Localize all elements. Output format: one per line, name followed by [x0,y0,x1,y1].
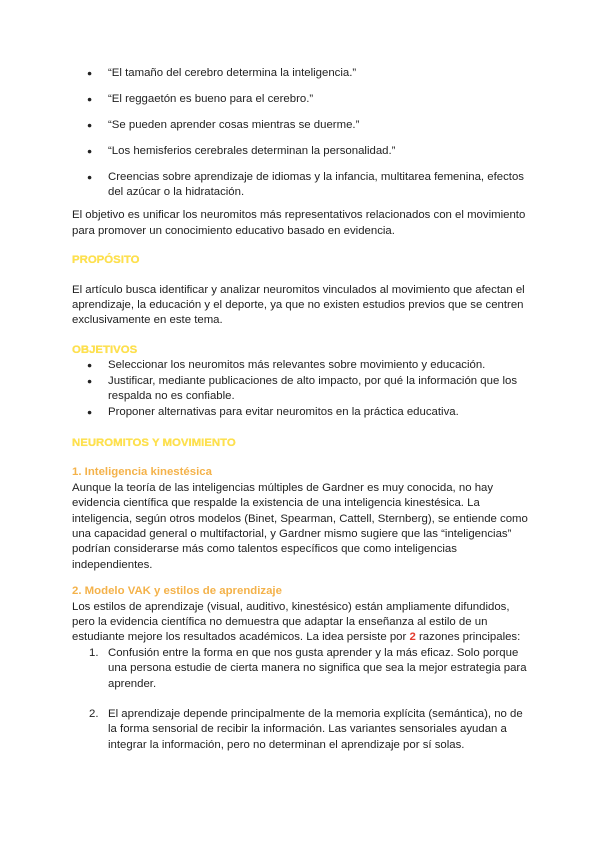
list-item: ● Creencias sobre aprendizaje de idiomas y la infancia, multitarea femenina, efectos del azúcar o la hidratación. [72,170,528,201]
list-item: ● Justificar, mediante publicaciones de alto impacto, por qué la información que los respalda no es confiable. [72,374,528,405]
section-title-neuromitos: NEUROMITOS Y MOVIMIENTO [72,436,236,449]
subsection-title-inteligencia-kinestesica: 1. Inteligencia kinestésica [72,466,212,479]
list-item: ● “El tamaño del cerebro determina la inteligencia.” [72,66,528,81]
proposito-paragraph: El artículo busca identificar y analizar neuromitos vinculados al movimiento que afectan el aprendizaje, la educación y el deporte, ya que no existen estudios previos que se centren exclusivamente en este tema. [72,283,525,327]
list-item: ● Proponer alternativas para evitar neuromitos en la práctica educativa. [72,405,528,420]
subsection-title-modelo-vak: 2. Modelo VAK y estilos de aprendizaje [72,585,282,598]
list-item: ● Seleccionar los neuromitos más relevantes sobre movimiento y educación. [72,358,528,373]
document-body [72,66,528,768]
list-item [72,707,528,753]
list-item: ● “Se pueden aprender cosas mientras se duerme.” [72,118,528,133]
objective-paragraph: El objetivo es unificar los neuromitos más representativos relacionados con el movimiento para promover un conocimiento educativo basado en evidencia. [72,209,526,237]
list-item: ● “Los hemisferios cerebrales determinan la personalidad.” [72,144,528,159]
modelo-vak-text: Los estilos de aprendizaje (visual, auditivo, kinestésico) están ampliamente difundidos, pero la evidencia científica no demuestra que adaptar la enseñanza al estilo de un estudiante mejore los resultados académicos. La idea persiste por [72,600,510,644]
highlight-number: 2 [409,631,416,644]
neuromyth-examples-list [72,66,528,200]
list-item: ● “El reggaetón es bueno para el cerebro.” [72,92,528,107]
section-title-objetivos: OBJETIVOS [72,343,138,356]
list-item [72,646,528,692]
modelo-vak-text-end: razones principales: [415,631,521,644]
list-number: 2. [89,708,99,720]
list-text: El aprendizaje depende principalmente de la memoria explícita (semántica), no de la forma sensorial de recibir la información. Las variantes sensoriales ayudan a integrar la información, pero no determinan el aprendizaje por sí solas. [108,708,523,751]
list-number: 1. [89,646,99,659]
list-text: Confusión entre la forma en que nos gusta aprender y la más eficaz. Solo porque una persona estudie de cierta manera no significa que sea la mejor estrategia para aprender. [108,646,527,690]
inteligencia-kinestesica-paragraph: Aunque la teoría de las inteligencias múltiples de Gardner es muy conocida, no hay evidencia científica que respalde la existencia de una inteligencia kinestésica. La inteligencia, según otros modelos (Binet, Spearman, Cattell, Sternberg), se entiende como una capacidad general o multifactorial, y Gardner mismo sugiere que las “inteligencias” podrían considerarse más como talentos específicos que como inteligencias independientes. [72,481,528,571]
modelo-vak-paragraph [72,600,528,646]
section-title-proposito: PROPÓSITO [72,254,140,267]
reasons-list [72,646,528,753]
objetivos-list [72,358,528,420]
